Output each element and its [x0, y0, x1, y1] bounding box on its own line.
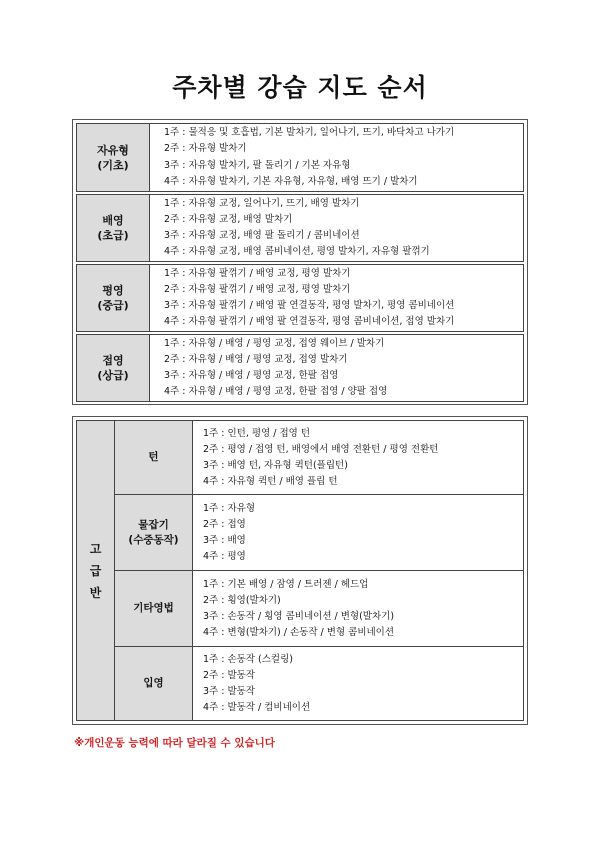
week-line: 4주 : 자유형 / 배영 / 평영 교정, 한팔 접영 / 양팔 접영 — [164, 386, 388, 398]
week-line: 2주 : 자유형 / 배영 / 평영 교정, 접영 발차기 — [164, 353, 348, 365]
course-name: 접영 — [102, 354, 124, 367]
course-name: 평영 — [102, 284, 124, 297]
week-line: 2주 : 발동작 — [203, 669, 255, 681]
advanced-row-turn — [115, 420, 524, 495]
week-line: 3주 : 발동작 — [203, 685, 255, 697]
weekly-plan — [150, 124, 523, 191]
advanced-class-label — [76, 420, 115, 721]
weekly-plan — [193, 571, 523, 646]
advanced-label-char: 급 — [89, 563, 102, 578]
week-line: 3주 : 자유형 교정, 배영 팔 돌리기 / 콤비네이션 — [164, 230, 360, 241]
week-line: 2주 : 접영 — [203, 518, 246, 530]
course-level: (중급) — [97, 299, 129, 312]
page-title: 주차별 강습 지도 순서 — [172, 73, 428, 102]
advanced-row-treading — [115, 647, 524, 721]
week-line: 4주 : 평영 — [203, 550, 246, 562]
week-line: 1주 : 자유형 교정, 일어나기, 뜨기, 배영 발차기 — [164, 197, 360, 209]
course-label — [115, 421, 193, 494]
course-name: 기타영법 — [133, 602, 174, 614]
week-line: 2주 : 자유형 교정, 배영 발차기 — [164, 213, 293, 225]
week-line: 4주 : 변형(발차기) / 손동작 / 변형 콤비네이션 — [203, 626, 395, 638]
week-line: 2주 : 자유형 발차기 — [164, 143, 247, 155]
weekly-plan — [193, 421, 523, 494]
advanced-row-catch — [115, 495, 524, 571]
course-name: 자유형 — [97, 143, 129, 157]
course-row-butterfly — [76, 334, 524, 402]
course-label — [77, 195, 150, 261]
weekly-plan — [150, 265, 523, 331]
weekly-plan — [193, 647, 523, 720]
week-line: 1주 : 기본 배영 / 잠영 / 트러젠 / 헤드업 — [203, 578, 369, 590]
week-line: 4주 : 자유형 퀵턴 / 배영 플립 턴 — [203, 475, 338, 487]
course-label — [77, 335, 150, 401]
week-line: 1주 : 손동작 (스컬링) — [203, 653, 293, 665]
week-line: 4주 : 자유형 발차기, 기본 자유형, 자유형, 배영 뜨기 / 발차기 — [164, 175, 418, 187]
weekly-plan — [150, 335, 523, 401]
week-line: 4주 : 자유형 팔꺾기 / 배영 팔 연결동작, 평영 콤비네이션, 접영 발차기 — [164, 316, 455, 328]
basic-course-table — [72, 119, 528, 405]
week-line: 2주 : 자유형 팔꺾기 / 배영 교정, 평영 발차기 — [164, 283, 351, 295]
course-name: 입영 — [143, 677, 164, 689]
course-row-backstroke — [76, 194, 524, 262]
course-level: (초급) — [97, 229, 129, 242]
course-name: 배영 — [102, 214, 124, 227]
weekly-plan — [193, 495, 523, 570]
course-label — [77, 124, 150, 191]
footnote: ※개인운동 능력에 따라 달라질 수 있습니다 — [74, 737, 275, 749]
course-name: 턴 — [148, 451, 159, 463]
week-line: 1주 : 물적응 및 호흡법, 기본 발차기, 일어나기, 뜨기, 바닥차고 나가기 — [164, 127, 455, 139]
course-label — [115, 571, 193, 646]
course-level: (상급) — [97, 369, 129, 382]
week-line: 3주 : 손동작 / 횡영 콤비네이션 / 변형(발차기) — [203, 610, 395, 622]
course-label — [115, 647, 193, 720]
week-line: 2주 : 횡영(발차기) — [203, 594, 281, 606]
week-line: 1주 : 자유형 / 배영 / 평영 교정, 접영 웨이브 / 발차기 — [164, 337, 385, 349]
week-line: 4주 : 자유형 교정, 배영 콤비네이션, 평영 발차기, 자유형 팔꺾기 — [164, 246, 430, 258]
course-label — [77, 265, 150, 331]
advanced-label-char: 반 — [89, 585, 102, 600]
course-level: (기초) — [97, 158, 129, 172]
advanced-course-table — [72, 416, 528, 725]
course-row-breaststroke — [76, 264, 524, 332]
week-line: 1주 : 자유형 팔꺾기 / 배영 교정, 평영 발차기 — [164, 267, 351, 279]
weekly-plan — [150, 195, 523, 261]
week-line: 1주 : 자유형 — [203, 502, 255, 514]
week-line: 1주 : 인턴, 평영 / 접영 턴 — [203, 427, 311, 439]
advanced-row-other-strokes — [115, 571, 524, 647]
week-line: 3주 : 배영 — [203, 534, 246, 546]
advanced-label-char: 고 — [89, 541, 102, 556]
week-line: 3주 : 자유형 발차기, 팔 돌리기 / 기본 자유형 — [164, 159, 351, 171]
course-name: 물잡기 — [138, 518, 169, 531]
week-line: 3주 : 배영 턴, 자유형 퀵턴(플립턴) — [203, 459, 348, 471]
week-line: 3주 : 자유형 팔꺾기 / 배영 팔 연결동작, 평영 발차기, 평영 콤비네이션 — [164, 300, 455, 311]
week-line: 3주 : 자유형 / 배영 / 평영 교정, 한팔 접영 — [164, 370, 339, 381]
course-row-freestyle — [76, 123, 524, 192]
week-line: 2주 : 평영 / 접영 턴, 배영에서 배영 전환턴 / 평영 전환턴 — [203, 443, 439, 455]
week-line: 4주 : 발동작 / 컴비네이션 — [203, 701, 311, 713]
course-level: (수중동작) — [128, 533, 179, 546]
course-label — [115, 495, 193, 570]
